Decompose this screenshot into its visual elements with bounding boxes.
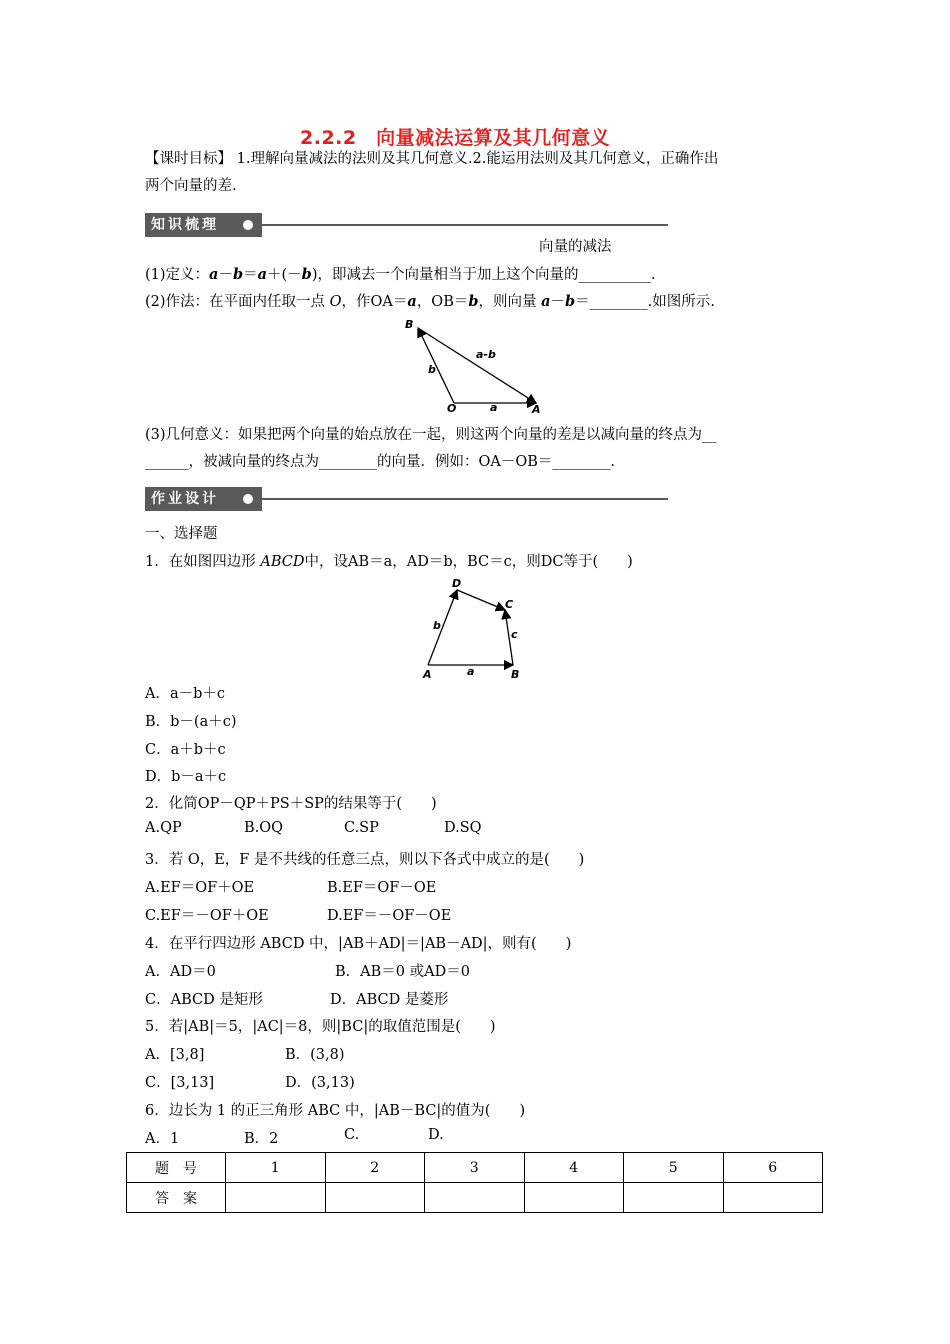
question-5-option-C: C．[3,13]: [145, 1075, 215, 1091]
label-B: B: [405, 318, 414, 331]
question-5-stem: 5．若|AB|＝5，|AC|＝8，则|BC|的取值范围是( ): [145, 1019, 496, 1035]
knowledge-item-3-line2: ______，被减向量的终点为________的向量．例如：OA－OB＝________.: [145, 454, 616, 470]
question-2-option-D: D.SQ: [444, 820, 482, 836]
quadrilateral-name: ABCD: [260, 554, 305, 570]
answer-cell[interactable]: [325, 1183, 425, 1213]
vector-subtraction-figure: [396, 314, 556, 418]
label-a-minus-b: a-b: [476, 348, 496, 361]
question-4-option-B: B．AB＝0 或AD＝0: [335, 964, 470, 980]
knowledge-item-3-line1: (3)几何意义：如果把两个向量的始点放在一起，则这两个向量的差是以减向量的终点为__: [145, 427, 717, 443]
knowledge-item-2: (2)作法：在平面内任取一点 O，作OA＝a，OB＝b，则向量 a－b＝________.如图所示.: [145, 293, 715, 310]
label-A: A: [423, 668, 432, 681]
lesson-goal-line2: 两个向量的差.: [145, 178, 237, 194]
table-cell-number: 3: [425, 1153, 525, 1183]
knowledge-heading: 向量的减法: [539, 239, 612, 255]
lesson-goal-label: 【课时目标】: [145, 151, 232, 167]
table-row: [127, 1153, 823, 1183]
label-c: c: [511, 628, 518, 641]
label-D: D: [452, 577, 462, 590]
question-2-option-A: A.QP: [145, 820, 182, 836]
question-6-option-A: A．1: [145, 1131, 180, 1147]
question-2-option-C: C.SP: [344, 820, 379, 836]
question-3-stem: 3．若 O，E，F 是不共线的任意三点，则以下各式中成立的是( ): [145, 852, 585, 868]
answer-cell[interactable]: [226, 1183, 326, 1213]
question-1-stem: 1．在如图四边形 ABCD中，设AB＝a，AD＝b，BC＝c，则DC等于( ): [145, 554, 633, 570]
question-3-option-B: B.EF＝OF－OE: [327, 880, 437, 896]
question-5-option-A: A．[3,8]: [145, 1047, 205, 1063]
question-6-option-C: C.: [344, 1127, 360, 1143]
question-1-option-B: B．b－(a＋c): [145, 714, 237, 730]
quadrilateral-figure: [414, 574, 534, 682]
question-6-stem: 6．边长为 1 的正三角形 ABC 中，|AB－BC|的值为( ): [145, 1103, 526, 1119]
question-6-option-D: D.: [428, 1127, 444, 1143]
question-4-option-C: C．ABCD 是矩形: [145, 992, 263, 1008]
answer-cell[interactable]: [425, 1183, 525, 1213]
section-bar-knowledge: [145, 213, 668, 237]
table-row: [127, 1183, 823, 1213]
table-cell-number: 2: [325, 1153, 425, 1183]
label-A: A: [532, 403, 541, 416]
question-5-option-B: B．(3,8): [285, 1047, 345, 1063]
page-title: 2.2.2 向量减法运算及其几何意义: [300, 127, 611, 149]
section-label-knowledge: 知识梳理: [145, 213, 262, 237]
label-B: B: [511, 668, 520, 681]
vector-dc-arrow: [457, 590, 505, 610]
question-3-option-A: A.EF＝OF＋OE: [145, 880, 255, 896]
question-1-option-A: A．a－b＋c: [145, 686, 226, 702]
section-choice-heading: 一、选择题: [145, 526, 218, 542]
question-1-option-D: D．b－a＋c: [145, 769, 227, 785]
question-3-option-C: C.EF＝－OF＋OE: [145, 908, 269, 924]
question-2-option-B: B.OQ: [244, 820, 284, 836]
label-b: b: [428, 363, 436, 376]
label-b: b: [433, 619, 441, 632]
answer-cell[interactable]: [723, 1183, 823, 1213]
table-header-answer: 答 案: [127, 1183, 226, 1213]
table-cell-number: 5: [624, 1153, 724, 1183]
bullet-dot-icon: [243, 494, 253, 504]
bullet-dot-icon: [243, 220, 253, 230]
question-4-stem: 4．在平行四边形 ABCD 中，|AB＋AD|＝|AB－AD|，则有( ): [145, 936, 572, 952]
section-label-homework: 作业设计: [145, 487, 262, 511]
question-5-option-D: D．(3,13): [285, 1075, 355, 1091]
table-header-number: 题 号: [127, 1153, 226, 1183]
table-cell-number: 6: [723, 1153, 823, 1183]
answer-cell[interactable]: [624, 1183, 724, 1213]
question-4-option-A: A．AD＝0: [145, 964, 216, 980]
table-cell-number: 1: [226, 1153, 326, 1183]
question-2-stem: 2．化简OP－QP＋PS＋SP的结果等于( ): [145, 796, 437, 812]
section-bar-homework: [145, 487, 668, 511]
question-6-option-B: B．2: [244, 1131, 279, 1147]
question-3-option-D: D.EF＝－OF－OE: [327, 908, 452, 924]
answer-cell[interactable]: [524, 1183, 624, 1213]
label-C: C: [505, 598, 514, 611]
table-cell-number: 4: [524, 1153, 624, 1183]
answer-table: [126, 1152, 823, 1213]
knowledge-item-1: (1)定义：a－b＝a＋(－b)，即减去一个向量相当于加上这个向量的__________.: [145, 266, 656, 283]
label-O: O: [447, 402, 457, 415]
lesson-goal-text: 1.理解向量减法的法则及其几何意义.2.能运用法则及其几何意义，正确作出: [232, 151, 719, 167]
section-divider: [262, 224, 668, 226]
label-a: a: [490, 401, 498, 414]
section-divider: [262, 498, 668, 500]
lesson-goal-line1: [145, 147, 718, 168]
question-1-option-C: C．a＋b＋c: [145, 742, 226, 758]
question-4-option-D: D．ABCD 是菱形: [330, 992, 449, 1008]
label-a: a: [467, 665, 475, 678]
